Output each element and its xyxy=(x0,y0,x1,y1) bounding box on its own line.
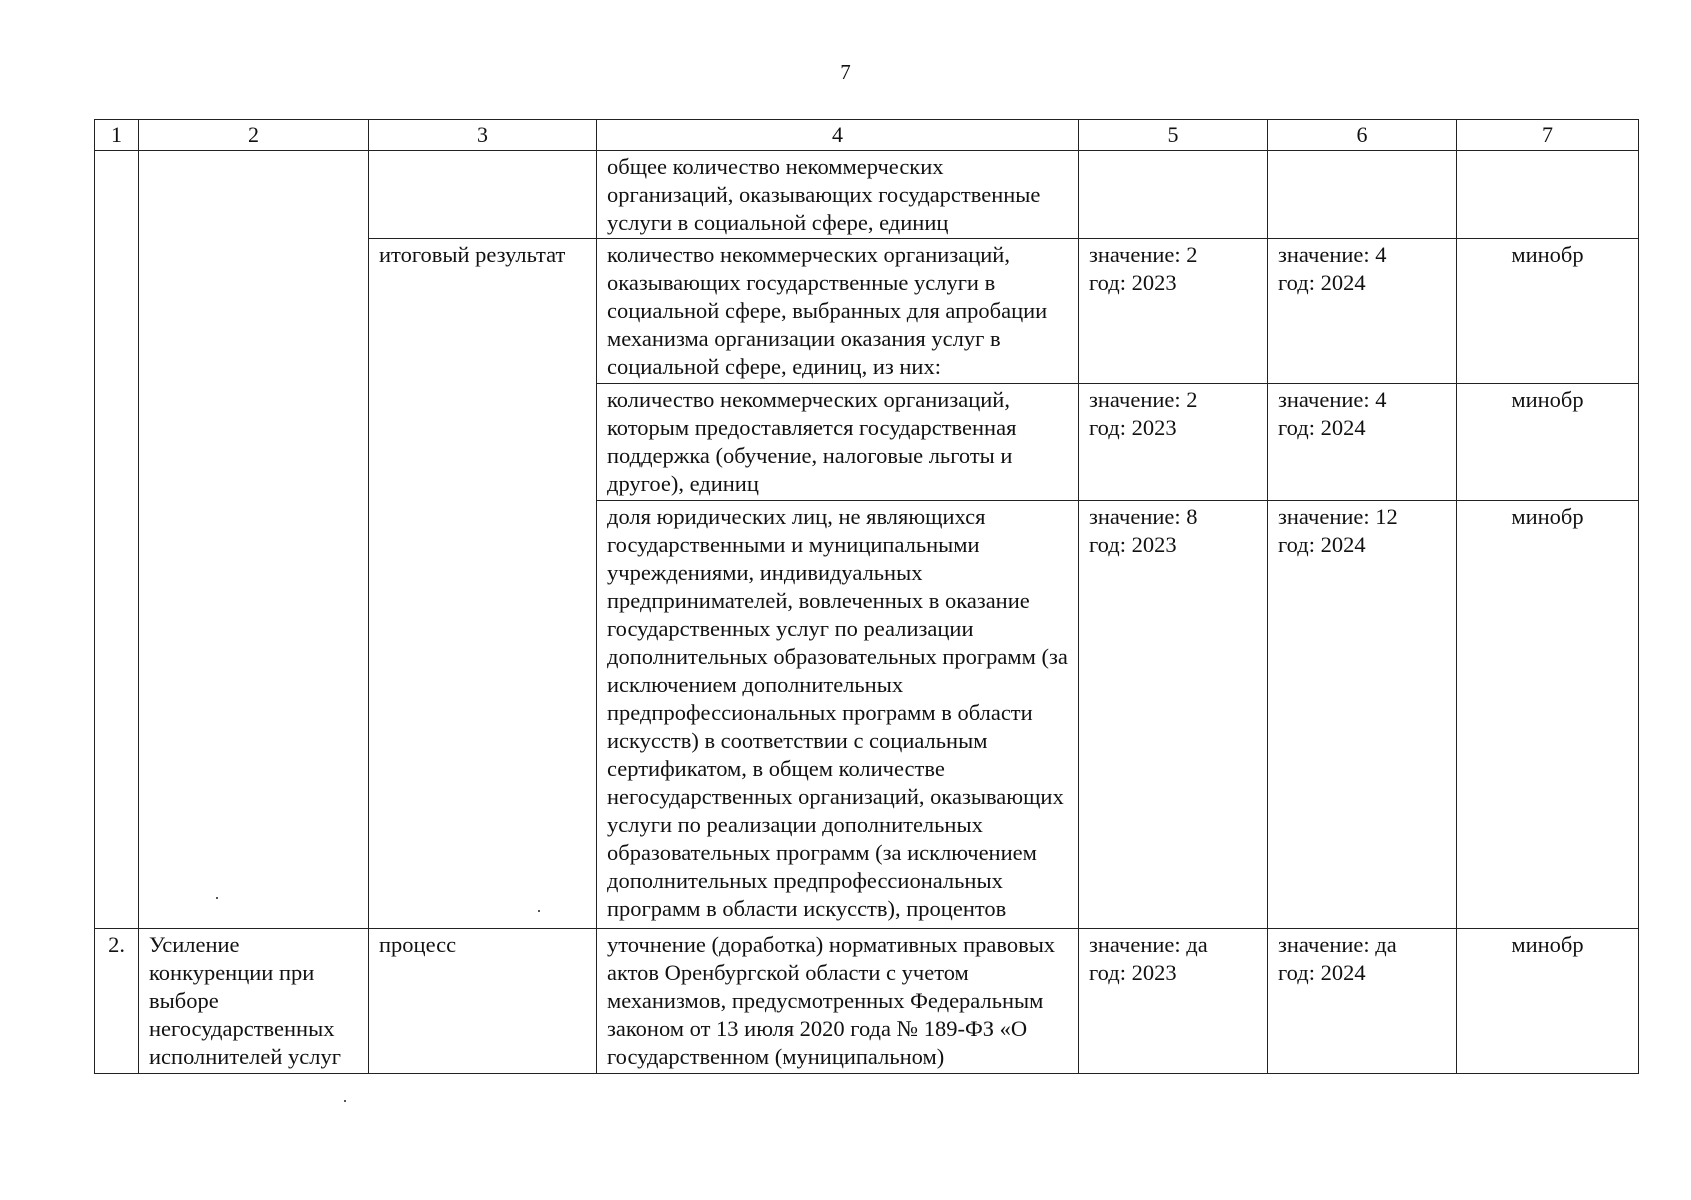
table-row xyxy=(95,501,1639,929)
target-value-cell xyxy=(1268,384,1457,501)
task-cell: Усиление конкуренции при выборе негосударственных исполнителей услуг xyxy=(139,929,369,1074)
result-type-cell xyxy=(369,384,597,501)
row-number-cell: 2. xyxy=(95,929,139,1074)
target-value: значение: 4 xyxy=(1278,387,1387,412)
row-number-cell xyxy=(95,501,139,929)
indicator-cell: количество некоммерческих организаций, которым предоставляется государственная поддержка (обучение, налоговые льготы и другое), единиц xyxy=(597,384,1079,501)
row-number-cell xyxy=(95,384,139,501)
column-number-5: 5 xyxy=(1079,120,1268,151)
indicator-cell: общее количество некоммерческих организаций, оказывающих государственные услуги в социальной сфере, единиц xyxy=(597,151,1079,239)
page-number: 7 xyxy=(840,60,851,84)
target-value: значение: 4 xyxy=(1278,242,1387,267)
column-number-6: 6 xyxy=(1268,120,1457,151)
target-value-cell xyxy=(1268,151,1457,239)
base-year: год: 2023 xyxy=(1089,415,1177,440)
base-year: год: 2023 xyxy=(1089,960,1177,985)
target-value: значение: да xyxy=(1278,932,1397,957)
column-number-2: 2 xyxy=(139,120,369,151)
target-value-cell xyxy=(1268,929,1457,1074)
responsible-cell: минобр xyxy=(1457,239,1639,384)
base-value: значение: 2 xyxy=(1089,387,1198,412)
column-number-3: 3 xyxy=(369,120,597,151)
base-year: год: 2023 xyxy=(1089,270,1177,295)
row-number-cell xyxy=(95,239,139,384)
table-row xyxy=(95,384,1639,501)
target-year: год: 2024 xyxy=(1278,960,1366,985)
task-cell xyxy=(139,384,369,501)
responsible-cell xyxy=(1457,151,1639,239)
responsible-cell: минобр xyxy=(1457,929,1639,1074)
base-value-cell xyxy=(1079,501,1268,929)
responsible-cell: минобр xyxy=(1457,384,1639,501)
base-value: значение: 8 xyxy=(1089,504,1198,529)
indicator-cell: уточнение (доработка) нормативных правовых актов Оренбургской области с учетом механизмов, предусмотренных Федеральным законом от 13 июля 2020 года № 189-ФЗ «О государственном (муниципальном) xyxy=(597,929,1079,1074)
result-type-cell: процесс xyxy=(369,929,597,1074)
scan-speck xyxy=(344,1100,346,1102)
target-value: значение: 12 xyxy=(1278,504,1398,529)
result-type-cell: итоговый результат xyxy=(369,239,597,384)
base-year: год: 2023 xyxy=(1089,532,1177,557)
target-value-cell xyxy=(1268,501,1457,929)
indicator-cell: количество некоммерческих организаций, оказывающих государственные услуги в социальной сфере, выбранных для апробации механизма организации оказания услуг в социальной сфере, единиц, из них: xyxy=(597,239,1079,384)
task-cell xyxy=(139,501,369,929)
indicator-cell: доля юридических лиц, не являющихся государственными и муниципальными учреждениями, индивидуальных предпринимателей, вовлеченных в оказание государственных услуг по реализации дополнительных образовательных программ (за исключением дополнительных предпрофессиональных программ в области искусств) в соответствии с социальным сертификатом, в общем количестве негосударственных организаций, оказывающих услуги по реализации дополнительных образовательных программ (за исключением дополнительных предпрофессиональных программ в области искусств), процентов xyxy=(597,501,1079,929)
table-row xyxy=(95,151,1639,239)
base-value-cell xyxy=(1079,384,1268,501)
result-type-cell xyxy=(369,151,597,239)
base-value-cell xyxy=(1079,239,1268,384)
table-row xyxy=(95,239,1639,384)
base-value-cell xyxy=(1079,929,1268,1074)
target-year: год: 2024 xyxy=(1278,415,1366,440)
base-value: значение: да xyxy=(1089,932,1208,957)
scan-speck xyxy=(216,897,218,899)
result-type-cell xyxy=(369,501,597,929)
target-value-cell xyxy=(1268,239,1457,384)
base-value-cell xyxy=(1079,151,1268,239)
target-year: год: 2024 xyxy=(1278,270,1366,295)
indicators-table xyxy=(94,119,1639,1074)
column-number-7: 7 xyxy=(1457,120,1639,151)
base-value: значение: 2 xyxy=(1089,242,1198,267)
table-header-row xyxy=(95,120,1639,151)
row-number-cell xyxy=(95,151,139,239)
column-number-4: 4 xyxy=(597,120,1079,151)
task-cell xyxy=(139,239,369,384)
task-cell xyxy=(139,151,369,239)
column-number-1: 1 xyxy=(95,120,139,151)
scan-speck xyxy=(538,910,540,912)
responsible-cell: минобр xyxy=(1457,501,1639,929)
table-row xyxy=(95,929,1639,1074)
target-year: год: 2024 xyxy=(1278,532,1366,557)
